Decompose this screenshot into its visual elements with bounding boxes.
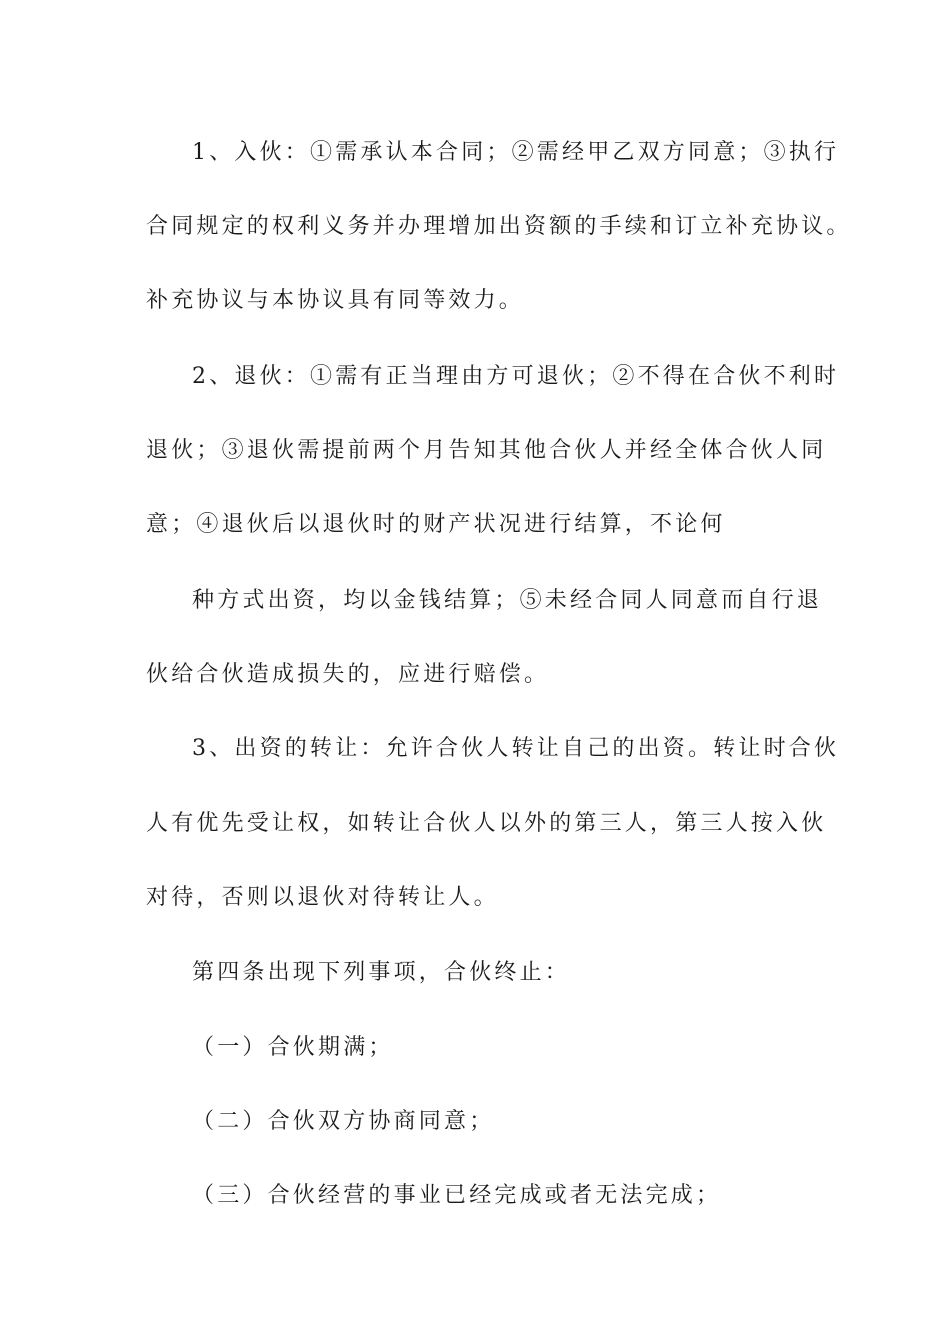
paragraph-join-line-1: 1、入伙：①需承认本合同；②需经甲乙双方同意；③执行 <box>192 140 840 165</box>
paragraph-withdraw-line-1: 2、退伙：①需有正当理由方可退伙；②不得在合伙不利时 <box>192 364 840 389</box>
paragraph-withdraw-line-4: 种方式出资，均以金钱结算；⑤未经合同人同意而自行退 <box>192 588 823 613</box>
paragraph-withdraw-line-3: 意；④退伙后以退伙时的财产状况进行结算，不论何 <box>146 512 726 537</box>
paragraph-withdraw-line-2: 退伙；③退伙需提前两个月告知其他合伙人并经全体合伙人同 <box>146 438 827 463</box>
paragraph-join-line-3: 补充协议与本协议具有同等效力。 <box>146 288 525 313</box>
paragraph-withdraw-line-5: 伙给合伙造成损失的，应进行赔偿。 <box>146 662 550 687</box>
paragraph-transfer-line-1: 3、出资的转让：允许合伙人转让自己的出资。转让时合伙 <box>192 736 840 761</box>
paragraph-transfer-line-2: 人有优先受让权，如转让合伙人以外的第三人，第三人按入伙 <box>146 811 827 836</box>
termination-item-1: （一）合伙期满； <box>192 1035 394 1060</box>
paragraph-join-line-2: 合同规定的权利义务并办理增加出资额的手续和订立补充协议。 <box>146 214 852 239</box>
article-four-heading: 第四条出现下列事项，合伙终止： <box>192 960 571 985</box>
termination-item-3: （三）合伙经营的事业已经完成或者无法完成； <box>192 1183 722 1208</box>
termination-item-2: （二）合伙双方协商同意； <box>192 1109 495 1134</box>
paragraph-transfer-line-3: 对待，否则以退伙对待转让人。 <box>146 885 499 910</box>
